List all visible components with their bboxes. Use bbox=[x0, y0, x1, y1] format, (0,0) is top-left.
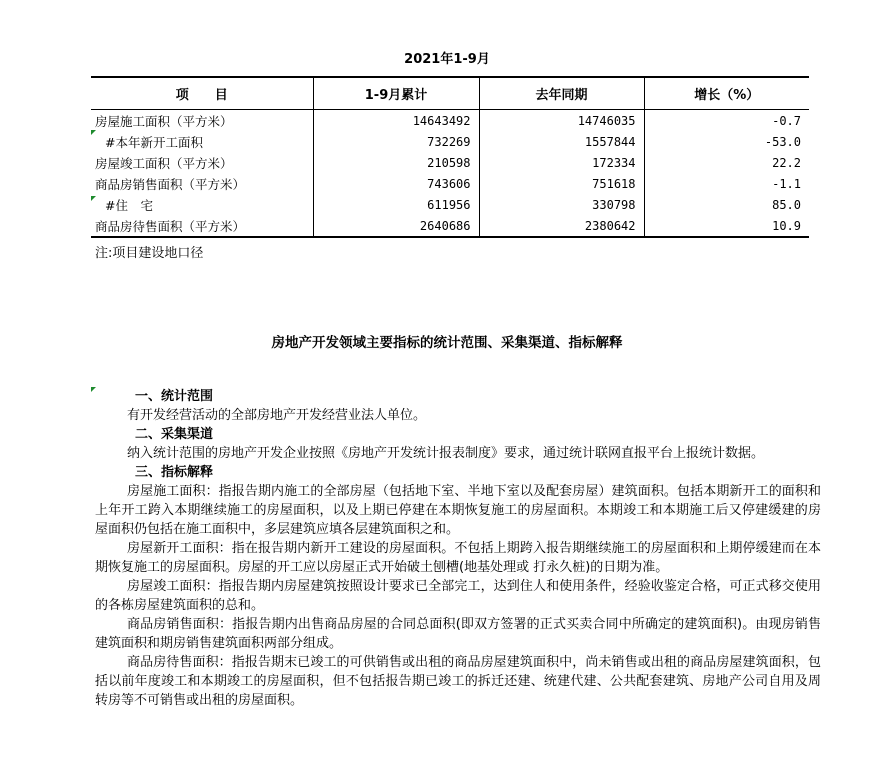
cell-prev[interactable]: 2380642 bbox=[479, 215, 644, 237]
cell-comment-marker-icon bbox=[91, 130, 96, 135]
cell-item[interactable]: #本年新开工面积 bbox=[105, 134, 203, 150]
section-heading-definitions: 三、指标解释 bbox=[135, 465, 214, 480]
scope-text: 有开发经营活动的全部房地产开发经营业法人单位。 bbox=[127, 408, 427, 423]
cell-cumulative[interactable]: 14643492 bbox=[313, 110, 479, 132]
stats-table bbox=[91, 76, 809, 238]
cell-prev[interactable]: 172334 bbox=[479, 152, 644, 173]
header-growth: 增长（%） bbox=[644, 77, 809, 110]
cell-growth[interactable]: -0.7 bbox=[644, 110, 809, 132]
cell-item[interactable]: 房屋竣工面积（平方米） bbox=[95, 155, 233, 171]
cell-cumulative[interactable]: 743606 bbox=[313, 173, 479, 194]
cell-comment-marker-icon bbox=[91, 196, 96, 201]
cell-prev[interactable]: 14746035 bbox=[479, 110, 644, 132]
cell-growth[interactable]: 22.2 bbox=[644, 152, 809, 173]
cell-cumulative[interactable]: 611956 bbox=[313, 194, 479, 215]
table-row bbox=[91, 152, 809, 173]
table-row bbox=[91, 215, 809, 237]
cell-growth[interactable]: -1.1 bbox=[644, 173, 809, 194]
cell-prev[interactable]: 330798 bbox=[479, 194, 644, 215]
cell-prev[interactable]: 751618 bbox=[479, 173, 644, 194]
definition-paragraph: 房屋竣工面积：指报告期内房屋建筑按照设计要求已全部完工，达到住人和使用条件，经验收鉴定合格，可正式移交使用的各栋房屋建筑面积的总和。 bbox=[95, 579, 821, 613]
definitions-body bbox=[95, 387, 821, 710]
table-row bbox=[91, 173, 809, 194]
cell-cumulative[interactable]: 2640686 bbox=[313, 215, 479, 237]
cell-item[interactable]: 商品房待售面积（平方米） bbox=[91, 215, 313, 237]
period-title: 2021年1-9月 bbox=[404, 52, 490, 67]
cell-item[interactable]: #住 宅 bbox=[105, 197, 153, 213]
header-item: 项 目 bbox=[91, 77, 313, 110]
cell-item[interactable]: 房屋施工面积（平方米） bbox=[95, 113, 233, 129]
cell-prev[interactable]: 1557844 bbox=[479, 131, 644, 152]
table-row bbox=[91, 110, 809, 132]
channel-text: 纳入统计范围的房地产开发企业按照《房地产开发统计报表制度》要求，通过统计联网直报平台上报统计数据。 bbox=[127, 446, 765, 461]
header-cumulative: 1-9月累计 bbox=[313, 77, 479, 110]
definition-paragraph: 房屋新开工面积：指在报告期内新开工建设的房屋面积。不包括上期跨入报告期继续施工的房屋面积和上期停缓建而在本期恢复施工的房屋面积。房屋的开工应以房屋正式开始破土刨槽(地基处理或 打永久桩)的日期为准。 bbox=[95, 541, 821, 575]
cell-growth[interactable]: 85.0 bbox=[644, 194, 809, 215]
cell-cumulative[interactable]: 732269 bbox=[313, 131, 479, 152]
cell-item[interactable]: 商品房销售面积（平方米） bbox=[95, 176, 246, 192]
table-row bbox=[91, 131, 809, 152]
cell-growth[interactable]: 10.9 bbox=[644, 215, 809, 237]
section-heading-scope: 一、统计范围 bbox=[135, 389, 214, 404]
definition-paragraph: 商品房待售面积：指报告期末已竣工的可供销售或出租的商品房屋建筑面积中，尚未销售或出租的商品房屋建筑面积，包括以前年度竣工和本期竣工的房屋面积，但不包括报告期已竣工的拆迁还建、统建代建、公共配套建筑、房地产公司自用及周转房等不可销售或出租的房屋面积。 bbox=[95, 655, 821, 708]
table-note: 注:项目建设地口径 bbox=[95, 246, 204, 261]
definition-paragraph: 商品房销售面积：指报告期内出售商品房屋的合同总面积(即双方签署的正式买卖合同中所确定的建筑面积)。由现房销售建筑面积和期房销售建筑面积两部分组成。 bbox=[95, 617, 821, 651]
table-header-row bbox=[91, 77, 809, 110]
doc-title: 房地产开发领域主要指标的统计范围、采集渠道、指标解释 bbox=[271, 335, 623, 351]
table-row bbox=[91, 194, 809, 215]
cell-growth[interactable]: -53.0 bbox=[644, 131, 809, 152]
cell-cumulative[interactable]: 210598 bbox=[313, 152, 479, 173]
header-prev-period: 去年同期 bbox=[479, 77, 644, 110]
definition-paragraph: 房屋施工面积：指报告期内施工的全部房屋（包括地下室、半地下室以及配套房屋）建筑面积。包括本期新开工的面积和上年开工跨入本期继续施工的房屋面积，以及上期已停建在本期恢复施工的房屋面积。本期竣工和本期施工后又停建缓建的房屋面积仍包括在施工面积中，多层建筑应填各层建筑面积之和。 bbox=[95, 484, 821, 537]
section-heading-channel: 二、采集渠道 bbox=[135, 427, 214, 442]
